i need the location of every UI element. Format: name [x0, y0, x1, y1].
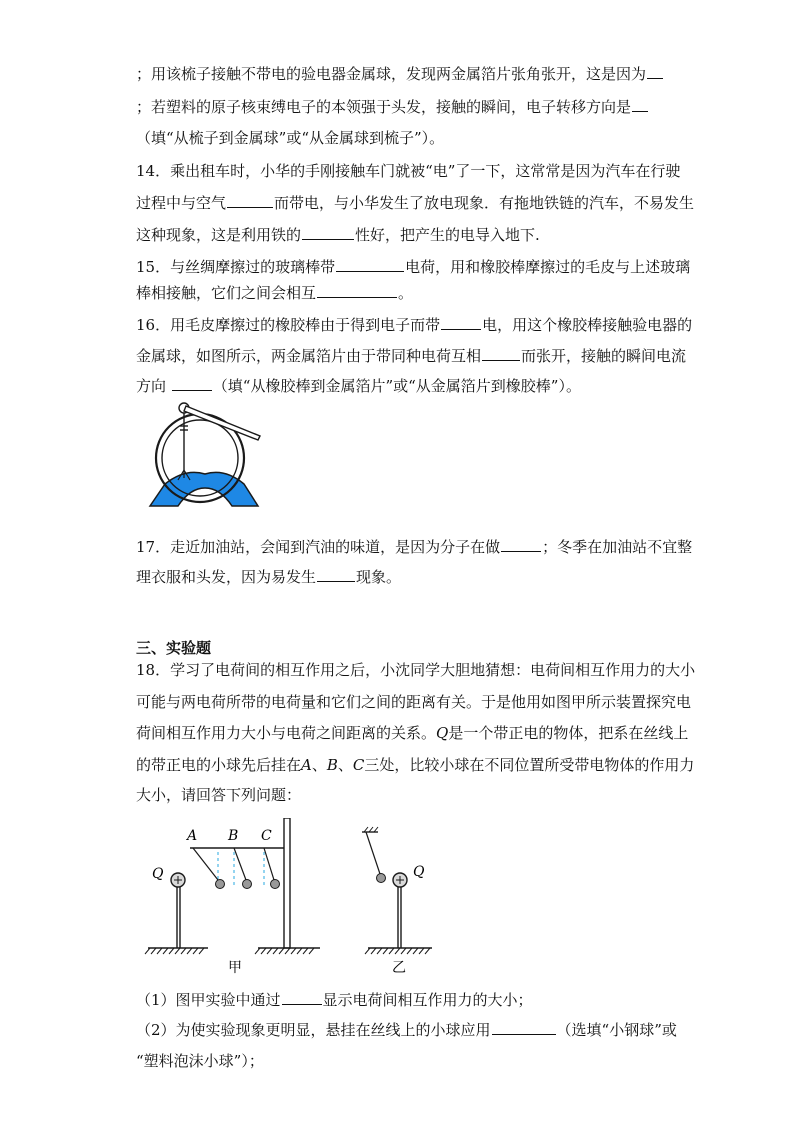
q13-line3 [136, 128, 444, 148]
q18-pos-b: B [326, 756, 338, 774]
q18-sub1-text-b: 显示电荷间相互作用力的大小； [322, 991, 533, 1009]
answer-blank[interactable] [227, 193, 273, 208]
q18-sep-2: 、 [337, 756, 353, 774]
answer-blank[interactable] [482, 346, 520, 361]
thread-yi [366, 832, 380, 874]
answer-blank[interactable] [282, 990, 322, 1005]
q13-line2 [136, 97, 649, 117]
q14-text-3a: 这种现象，这是利用铁的 [136, 226, 302, 244]
q18-sub2-text-c: “塑料泡沫小球”）； [136, 1052, 264, 1070]
q16-text-1a: 16．用毛皮摩擦过的橡胶棒由于得到电子而带 [136, 316, 441, 334]
electroscope-figure [140, 398, 270, 513]
q18-pos-c: C [352, 756, 365, 774]
vertical-post [284, 818, 290, 948]
ground-hatch-left [145, 948, 204, 954]
q18-pos-a: A [301, 756, 312, 774]
ball-c [271, 880, 280, 889]
q17-line1 [136, 537, 692, 557]
answer-blank[interactable] [172, 376, 212, 391]
label-a: A [187, 828, 198, 844]
q18-text-3b: 是一个带正电的物体，把系在丝线上 [448, 724, 689, 742]
q18-text-1: 18．学习了电荷间的相互作用之后，小沈同学大胆地猜想：电荷间相互作用力的大小 [136, 661, 696, 679]
q18-text-4a: 的带正电的小球先后挂在 [136, 756, 302, 774]
q18-line3 [136, 723, 688, 743]
caption-jia: 甲 [228, 960, 242, 976]
q14-text-2b: 而带电，与小华发生了放电现象．有拖地铁链的汽车，不易发生 [274, 194, 695, 212]
experiment-figure [140, 818, 460, 978]
q18-q-symbol: Q [436, 724, 449, 742]
q16-text-3a: 方向 [136, 377, 167, 395]
ground-hatch-middle [255, 948, 314, 954]
q16-line3 [136, 376, 581, 396]
thread-b [234, 848, 246, 880]
label-q-right: Q [413, 864, 425, 880]
q16-text-2b: 而张开，接触的瞬间电流 [521, 347, 687, 365]
q18-line5 [136, 785, 301, 805]
thread-a [193, 848, 218, 880]
q17-text-2b: 现象。 [356, 568, 402, 586]
q18-sub1-text-a: （1）图甲实验中通过 [136, 991, 281, 1009]
answer-blank[interactable] [492, 1020, 556, 1035]
rubber-rod [184, 406, 260, 440]
answer-blank[interactable] [632, 97, 648, 112]
q16-text-1b: 电，用这个橡胶棒接触验电器的 [482, 316, 693, 334]
q18-text-4b: 三处，比较小球在不同位置所受带电物体的作用力 [364, 756, 695, 774]
answer-blank[interactable] [317, 283, 397, 298]
q18-line1 [136, 660, 695, 680]
q13-line2-text: ；若塑料的原子核束缚电子的本领强于头发，接触的瞬间，电子转移方向是 [136, 98, 632, 116]
answer-blank[interactable] [336, 257, 404, 272]
q17-text-1b: ；冬季在加油站不宜整 [542, 538, 693, 556]
q14-text-1: 14．乘出租车时，小华的手刚接触车门就被“电”了一下，这常常是因为汽车在行驶 [136, 162, 681, 180]
q14-line3 [136, 225, 540, 245]
q15-text-1b: 电荷，用和橡胶棒摩擦过的毛皮与上述玻璃 [405, 258, 691, 276]
q15-text-2b: 。 [398, 284, 414, 302]
q14-line2 [136, 193, 694, 213]
ball-a [216, 880, 225, 889]
answer-blank[interactable] [441, 315, 481, 330]
ball-yi [377, 874, 386, 883]
q15-text-2a: 棒相接触，它们之间会相互 [136, 284, 317, 302]
q15-text-1a: 15．与丝绸摩擦过的玻璃棒带 [136, 258, 336, 276]
q18-text-3a: 荷间相互作用力大小与电荷之间距离的关系。 [136, 724, 437, 742]
caption-yi: 乙 [392, 960, 406, 976]
q18-sub2 [136, 1020, 677, 1040]
q16-text-3b: （填“从橡胶棒到金属箔片”或“从金属箔片到橡胶棒”）。 [212, 377, 581, 395]
ground-hatch-right [365, 948, 430, 954]
q18-sub2-text-b: （选填“小钢球”或 [556, 1021, 677, 1039]
q14-text-3b: 性好，把产生的电导入地下. [355, 226, 540, 244]
q18-text-5: 大小，请回答下列问题： [136, 786, 302, 804]
answer-blank[interactable] [317, 567, 355, 582]
label-c: C [261, 828, 272, 844]
q14-text-2a: 过程中与空气 [136, 194, 227, 212]
q14-line1 [136, 161, 680, 181]
q18-line2 [136, 692, 691, 712]
q17-text-2a: 理衣服和头发，因为易发生 [136, 568, 317, 586]
ball-b [243, 880, 252, 889]
q15-line1 [136, 257, 690, 277]
q16-line2 [136, 346, 686, 366]
q13-line3-text: （填“从梳子到金属球”或“从金属球到梳子”）。 [136, 129, 445, 147]
q16-line1 [136, 315, 692, 335]
answer-blank[interactable] [501, 537, 541, 552]
label-b: B [228, 828, 239, 844]
q17-text-1a: 17．走近加油站，会闻到汽油的味道，是因为分子在做 [136, 538, 501, 556]
q17-line2 [136, 567, 401, 587]
label-q-left: Q [152, 866, 164, 882]
q18-sub1 [136, 990, 533, 1010]
q18-sub2-cont [136, 1051, 264, 1071]
answer-blank[interactable] [647, 64, 663, 79]
answer-blank[interactable] [302, 225, 354, 240]
thread-c [264, 848, 274, 880]
q13-line1-text: ；用该梳子接触不带电的验电器金属球，发现两金属箔片张角张开，这是因为 [136, 65, 647, 83]
ceiling-hatch-yi [364, 827, 378, 832]
q18-sub2-text-a: （2）为使实验现象更明显，悬挂在丝线上的小球应用 [136, 1021, 491, 1039]
q18-sep-1: 、 [311, 756, 327, 774]
q13-line1 [136, 64, 664, 84]
q18-text-2: 可能与两电荷所带的电荷量和它们之间的距离有关。于是他用如图甲所示装置探究电 [136, 693, 692, 711]
q18-line4 [136, 755, 694, 775]
q15-line2 [136, 283, 413, 303]
section-heading: 三、实验题 [136, 639, 212, 657]
q16-text-2a: 金属球，如图所示，两金属箔片由于带同种电荷互相 [136, 347, 482, 365]
